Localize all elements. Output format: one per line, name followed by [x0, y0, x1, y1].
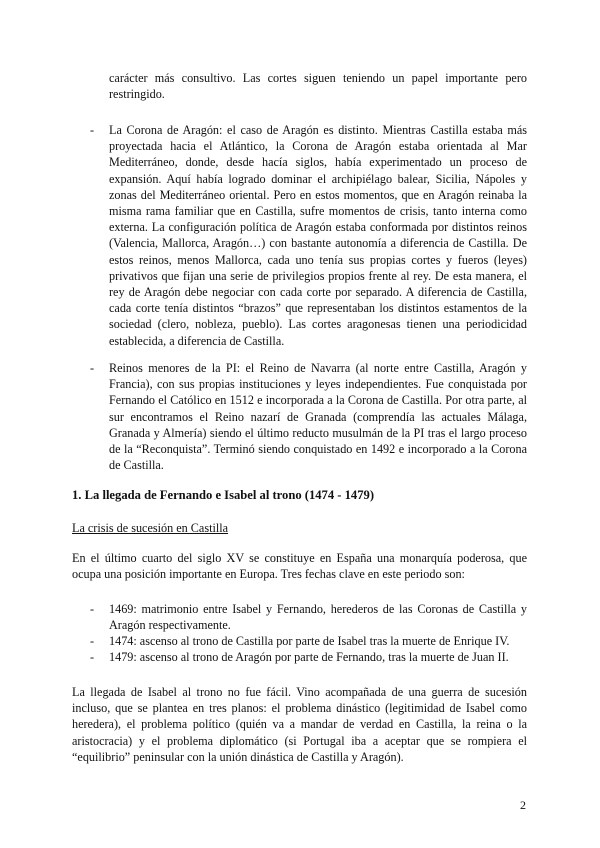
- bullet-marker: -: [90, 650, 95, 664]
- bullet-corona-aragon: La Corona de Aragón: el caso de Aragón es distinto. Mientras Castilla estaba más proyectada hacia el Atlántico, la Corona de Aragón estaba orientada al Mar Mediterráneo, donde, desde hacía siglos, había experimentado un proceso de expansión. Aquí había logrado dominar el archipiélago balear, Sicilia, Nápoles y zonas del Mediterráneo oriental. Pero en estos momentos, que en Aragón reinaba la misma rama familiar que en Castilla, sufre momentos de crisis, tanto interna como externa. La configuración política de Aragón estaba conformada por distintos reinos (Valencia, Mallorca, Aragón…) con bastante autonomía a diferencia de Castilla. De estos reinos, menos Mallorca, cada uno tenía sus propias cortes y fueros (leyes) privativos que fijan una serie de privilegios propios frente al rey. De esta manera, el rey de Aragón debe negociar con cada corte por separado. A diferencia de Castilla, cada corte tenía distintos “brazos” que representaban los distintos estamentos de la sociedad (clero, nobleza, pueblo). Las cortes aragonesas tienen una periodicidad establecida, a diferencia de Castilla.: [109, 123, 527, 348]
- date-item-1479: 1479: ascenso al trono de Aragón por parte de Fernando, tras la muerte de Juan II.: [109, 650, 509, 664]
- bullet-marker: -: [90, 634, 95, 648]
- subsection-heading: La crisis de sucesión en Castilla: [72, 521, 229, 535]
- section-heading: 1. La llegada de Fernando e Isabel al trono (1474 - 1479): [72, 488, 375, 502]
- bullet-marker: -: [90, 123, 95, 137]
- intro-paragraph: En el último cuarto del siglo XV se constituye en España una monarquía poderosa, que ocupa una posición importante en Europa. Tres fechas clave en este periodo son:: [72, 551, 527, 582]
- bullet-marker: -: [90, 602, 95, 616]
- bullet-marker: -: [90, 361, 95, 375]
- bullet-reinos-menores: Reinos menores de la PI: el Reino de Navarra (al norte entre Castilla, Aragón y Francia), con sus propias instituciones y leyes independientes. Fue conquistada por Fernando el Católico en 1512 e incorporada a la Corona de Castilla. Por otra parte, al sur encontramos el Reino nazarí de Granada (comprendía las actuales Málaga, Granada y Almería) siendo el último reducto musulmán de la PI tras el largo proceso de la “Reconquista”. Terminó siendo conquistado en 1492 e incorporado a la Corona de Castilla.: [109, 361, 527, 473]
- date-item-1474: 1474: ascenso al trono de Castilla por parte de Isabel tras la muerte de Enrique IV.: [109, 634, 510, 648]
- date-item-1469: 1469: matrimonio entre Isabel y Fernando, herederos de las Coronas de Castilla y Aragón respectivamente.: [109, 602, 527, 633]
- closing-paragraph: La llegada de Isabel al trono no fue fácil. Vino acompañada de una guerra de sucesión incluso, que se plantea en tres planos: el problema dinástico (legitimidad de Isabel como heredera), el problema político (quién va a mandar de verdad en Castilla, la reina o la aristocracia) y el problema diplomático (si Portugal iba a aceptar que se rompiera el “equilibrio” peninsular con la unión dinástica de Castilla y Aragón).: [72, 685, 527, 764]
- page-number: 2: [520, 798, 526, 812]
- continuation-paragraph: carácter más consultivo. Las cortes siguen teniendo un papel importante pero restringido.: [109, 71, 527, 102]
